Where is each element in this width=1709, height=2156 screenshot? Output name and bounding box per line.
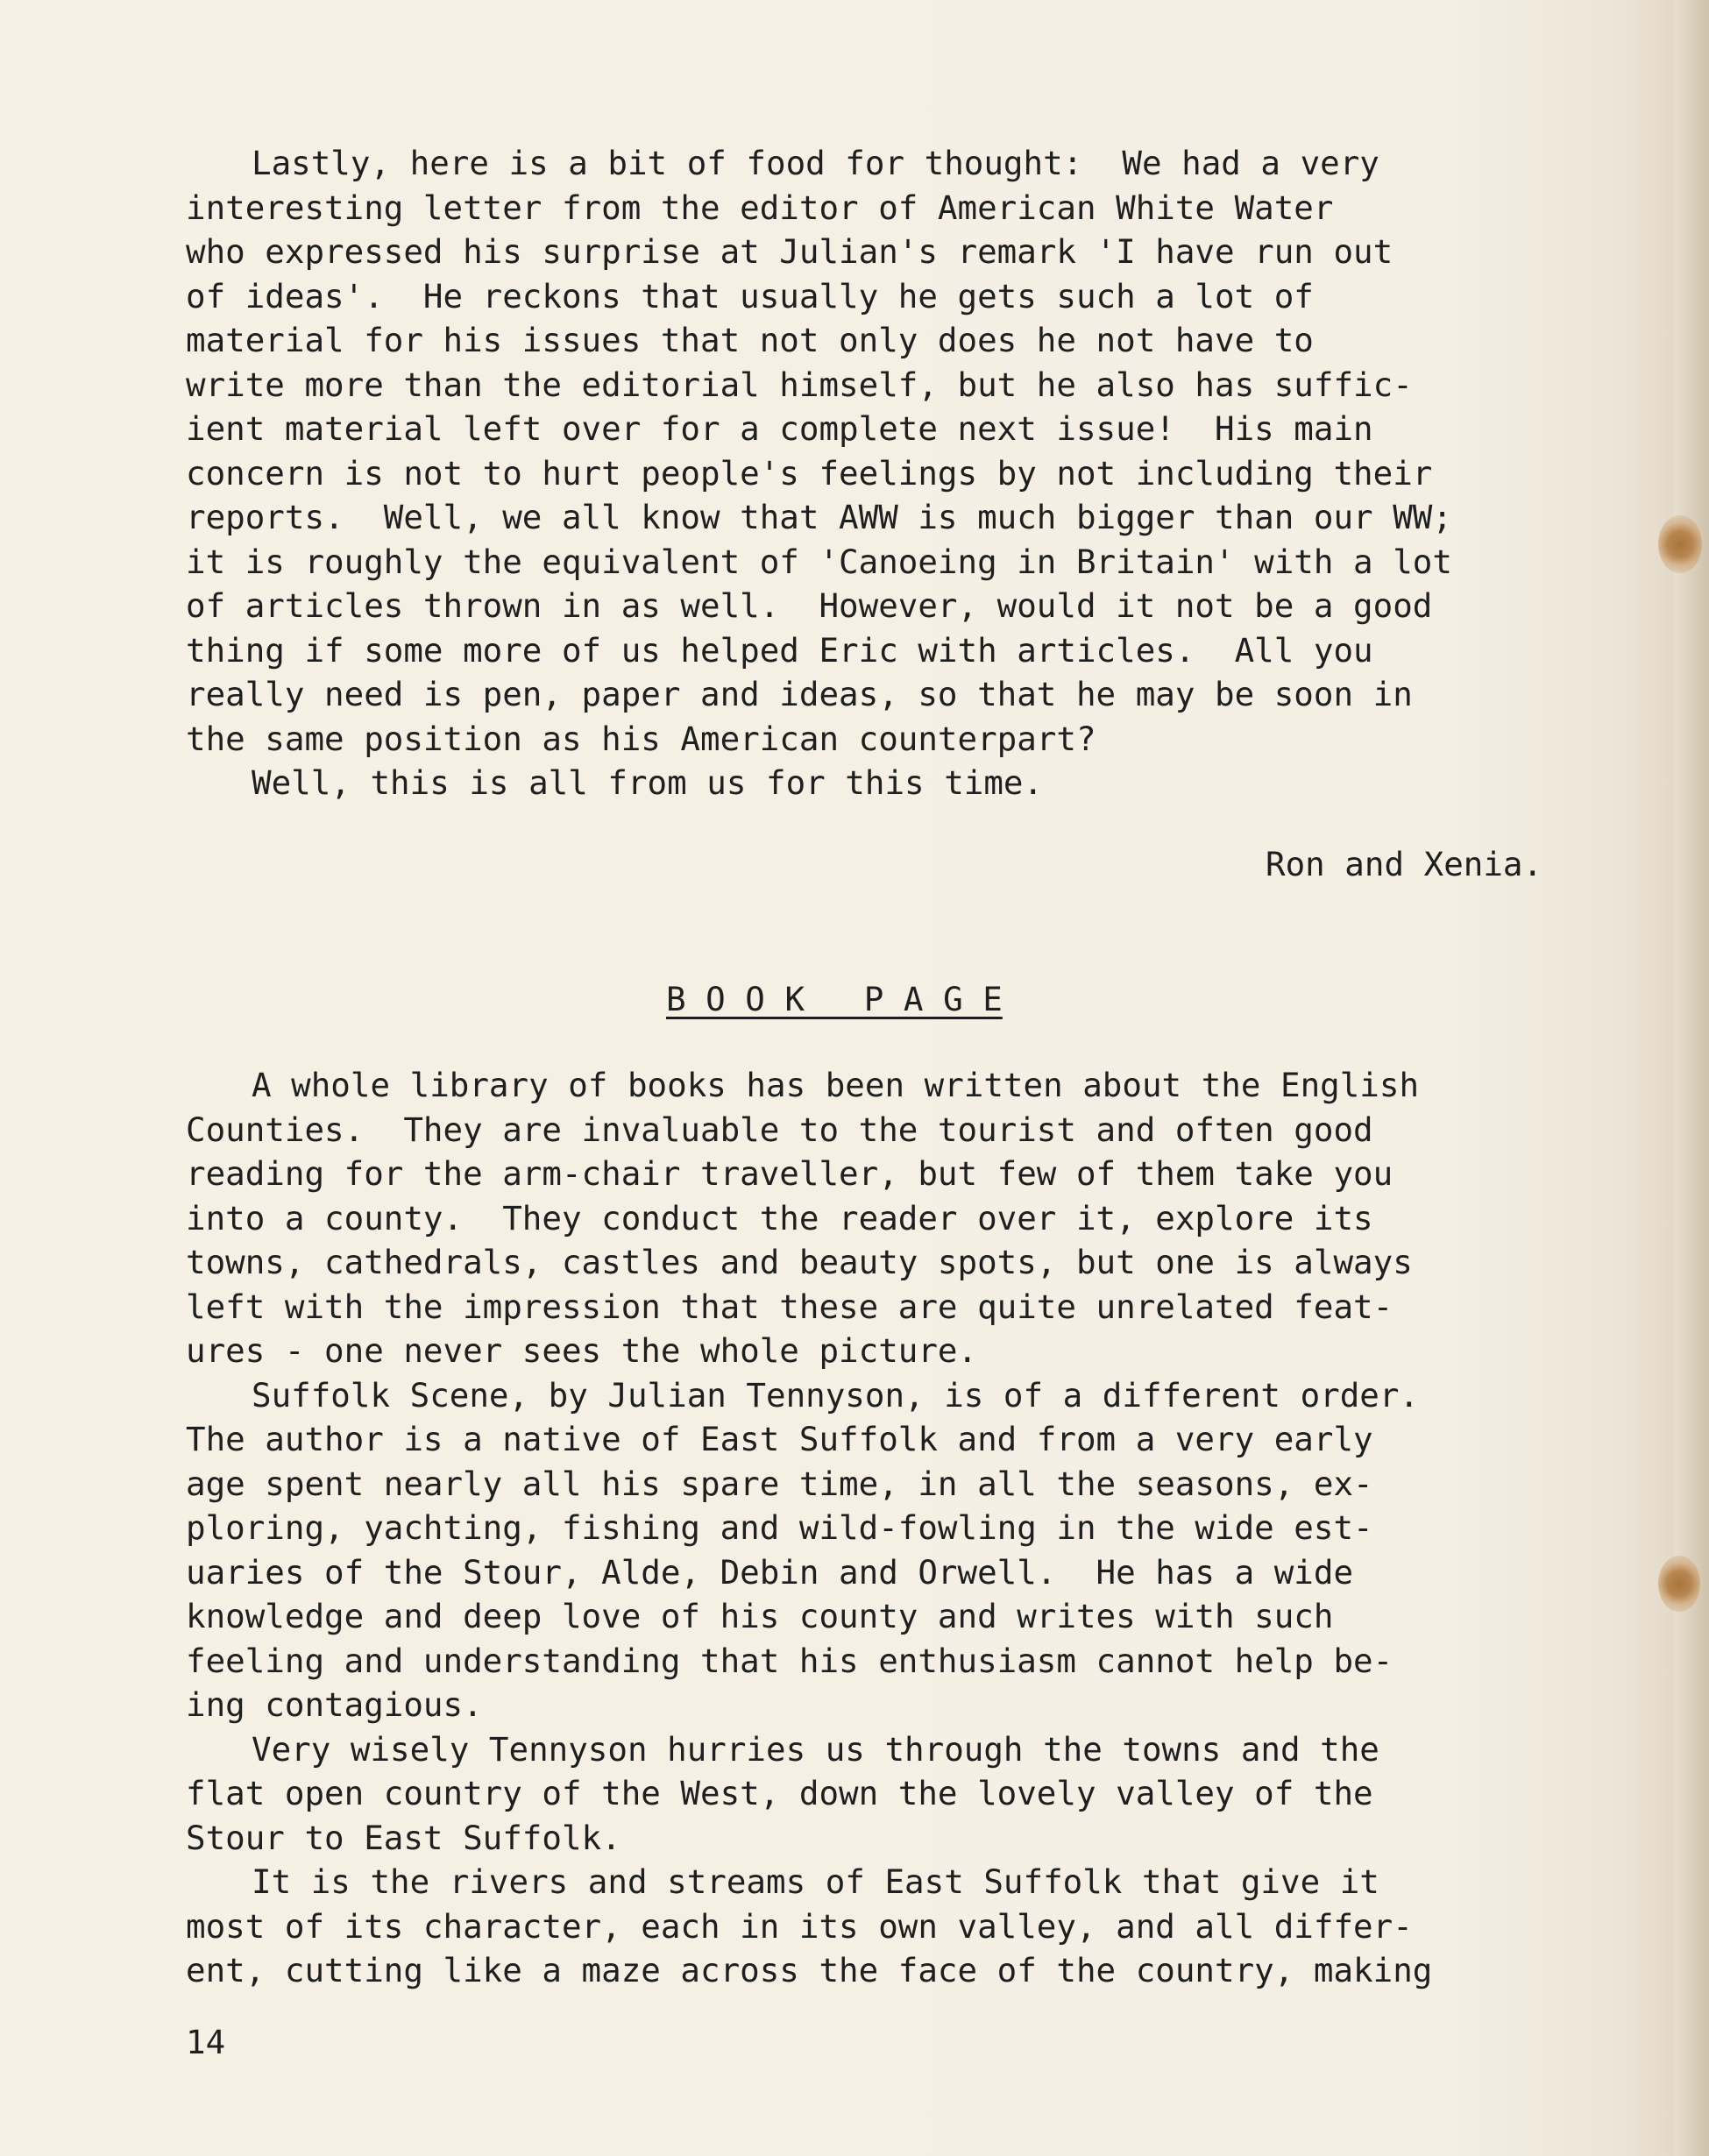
paragraph-line: ing contagious.	[186, 1685, 483, 1724]
letter-signature: Ron and Xenia.	[1266, 845, 1543, 883]
paragraph-line: knowledge and deep love of his county and writes with such	[186, 1597, 1334, 1635]
paragraph-line: Lastly, here is a bit of food for thought: We had a very	[252, 144, 1379, 182]
paragraph-line: concern is not to hurt people's feelings by not including their	[186, 453, 1433, 493]
paragraph-line: ures - one never sees the whole picture.	[186, 1331, 978, 1370]
letter-body	[186, 141, 1623, 805]
paragraph-line: ient material left over for a complete next issue! His main	[186, 409, 1373, 448]
paragraph-line: write more than the editorial himself, but he also has suffic-	[186, 365, 1413, 404]
paragraph-line: reports. Well, we all know that AWW is much bigger than our WW;	[186, 498, 1452, 536]
rust-stain-lower	[1658, 1556, 1700, 1612]
paragraph-line: ent, cutting like a maze across the face of the country, making	[186, 1951, 1433, 1989]
rust-stain-upper	[1658, 515, 1702, 573]
paragraph-line: into a county. They conduct the reader over it, explore its	[186, 1198, 1373, 1238]
paragraph-line: age spent nearly all his spare time, in all the seasons, ex-	[186, 1464, 1373, 1503]
paragraph-line: of articles thrown in as well. However, would it not be a good	[186, 586, 1433, 625]
page-spine-shadow	[1674, 0, 1709, 2156]
paragraph-line: reading for the arm-chair traveller, but few of them take you	[186, 1154, 1393, 1193]
paragraph-line: Well, this is all from us for this time.	[252, 763, 1044, 802]
paragraph-line: really need is pen, paper and ideas, so that he may be soon in	[186, 675, 1413, 713]
paragraph-line: thing if some more of us helped Eric with articles. All you	[186, 630, 1373, 670]
paragraph-line: interesting letter from the editor of American White Water	[186, 188, 1334, 227]
paragraph-line: left with the impression that these are quite unrelated feat-	[186, 1287, 1393, 1326]
paragraph-line: flat open country of the West, down the lovely valley of the	[186, 1774, 1373, 1812]
paragraph-line: material for his issues that not only does he not have to	[186, 321, 1314, 359]
paragraph-line: uaries of the Stour, Alde, Debin and Orwell. He has a wide	[186, 1552, 1354, 1592]
paragraph-line: Suffolk Scene, by Julian Tennyson, is of a different order.	[252, 1375, 1420, 1415]
paragraph-line: The author is a native of East Suffolk and from a very early	[186, 1420, 1373, 1458]
paragraph-line: It is the rivers and streams of East Suffolk that give it	[252, 1862, 1379, 1901]
paragraph-line: towns, cathedrals, castles and beauty spots, but one is always	[186, 1243, 1413, 1281]
paragraph-line: Counties. They are invaluable to the tourist and often good	[186, 1110, 1373, 1149]
paragraph-line: it is roughly the equivalent of 'Canoeing in Britain' with a lot	[186, 542, 1452, 581]
paragraph-line: feeling and understanding that his enthusiasm cannot help be-	[186, 1641, 1393, 1680]
paragraph-line: of ideas'. He reckons that usually he gets such a lot of	[186, 276, 1314, 316]
paragraph-line: A whole library of books has been written about the English	[252, 1066, 1420, 1104]
paragraph-line: Stour to East Suffolk.	[186, 1818, 621, 1857]
paragraph-line: who expressed his surprise at Julian's remark 'I have run out	[186, 232, 1393, 271]
paragraph-line: Very wisely Tennyson hurries us through the towns and the	[252, 1729, 1379, 1769]
paragraph-line: the same position as his American counterpart?	[186, 719, 1096, 758]
book-page-body	[186, 1063, 1623, 1993]
paragraph-line: most of its character, each in its own valley, and all differ-	[186, 1906, 1413, 1946]
paragraph-line: ploring, yachting, fishing and wild-fowling in the wide est-	[186, 1508, 1373, 1547]
section-heading: B O O K P A G E	[666, 980, 1003, 1018]
page-number: 14	[186, 2023, 226, 2061]
